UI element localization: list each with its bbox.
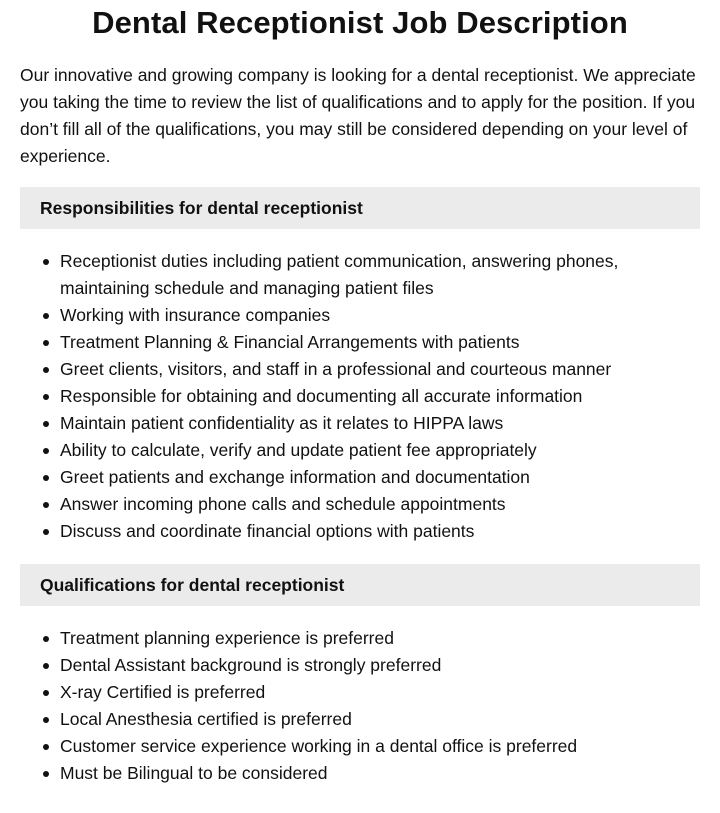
page-title: Dental Receptionist Job Description <box>92 5 628 40</box>
list-item: Customer service experience working in a dental office is preferred <box>60 733 700 760</box>
list-item: Working with insurance companies <box>60 302 700 329</box>
list-item: Discuss and coordinate financial options with patients <box>60 518 700 545</box>
responsibilities-list <box>20 248 700 545</box>
list-item: Answer incoming phone calls and schedule appointments <box>60 491 700 518</box>
list-item: Responsible for obtaining and documenting all accurate information <box>60 383 700 410</box>
list-item: Treatment planning experience is preferred <box>60 625 700 652</box>
list-item: Dental Assistant background is strongly preferred <box>60 652 700 679</box>
qualifications-heading: Qualifications for dental receptionist <box>20 564 700 606</box>
list-item: Local Anesthesia certified is preferred <box>60 706 700 733</box>
list-item: Greet clients, visitors, and staff in a professional and courteous manner <box>60 356 700 383</box>
list-item: Must be Bilingual to be considered <box>60 760 700 787</box>
list-item: Treatment Planning & Financial Arrangements with patients <box>60 329 700 356</box>
list-item: Greet patients and exchange information and documentation <box>60 464 700 491</box>
qualifications-list <box>20 625 700 787</box>
responsibilities-heading: Responsibilities for dental receptionist <box>20 187 700 229</box>
list-item: Ability to calculate, verify and update patient fee appropriately <box>60 437 700 464</box>
list-item: Receptionist duties including patient communication, answering phones, maintaining schedule and managing patient files <box>60 248 700 302</box>
list-item: Maintain patient confidentiality as it relates to HIPPA laws <box>60 410 700 437</box>
list-item: X-ray Certified is preferred <box>60 679 700 706</box>
intro-paragraph: Our innovative and growing company is looking for a dental receptionist. We appreciate you taking the time to review the list of qualifications and to apply for the position. If you don’t fill all of the qualifications, you may still be considered depending on your level of experience. <box>20 65 696 166</box>
